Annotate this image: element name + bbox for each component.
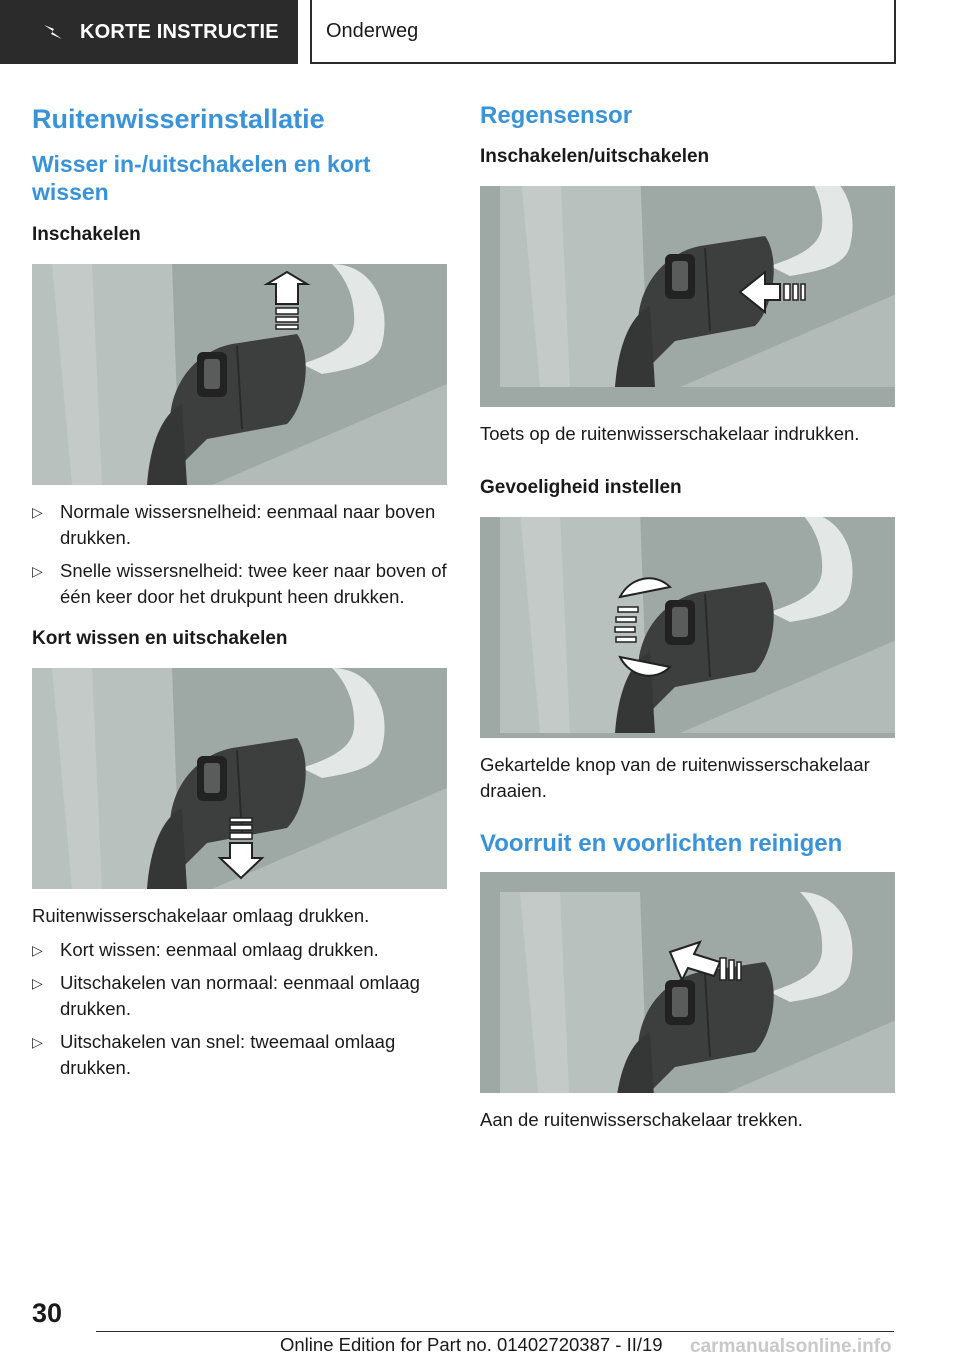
list-item: ▷ Uitschakelen van snel: tweemaal omlaag drukken.: [32, 1031, 396, 1078]
list-item: ▷ Kort wissen: eenmaal omlaag drukken.: [32, 937, 448, 963]
footer-edition: Online Edition for Part no. 01402720387 - II/19: [280, 1334, 663, 1355]
list-item: ▷ Uitschakelen van normaal: eenmaal omlaag drukken.: [32, 972, 420, 1019]
header-section-label: Onderweg: [326, 19, 419, 42]
section-title-regensensor: Regensensor: [480, 102, 633, 129]
heading-gevoeligheid: Gevoeligheid instellen: [480, 477, 682, 498]
footer-divider: [96, 1331, 894, 1332]
illustration-wiper-up: [32, 264, 447, 485]
bolt-icon: [38, 17, 68, 47]
bullets-inschakelen: [32, 499, 448, 610]
heading-inschakelen: Inschakelen: [32, 224, 141, 245]
bullet-triangle-icon: ▷: [32, 504, 43, 520]
section-title-reinigen: Voorruit en voorlichten reinigen: [480, 830, 843, 857]
bullet-triangle-icon: ▷: [32, 563, 43, 579]
illustration-rain-sensor-button: [480, 186, 895, 407]
left-column: [32, 102, 448, 1088]
bullet-triangle-icon: ▷: [32, 1034, 43, 1050]
list-item: ▷ Snelle wissersnelheid: twee keer naar boven of één keer door het drukpunt heen drukken.: [32, 560, 447, 607]
illustration-wiper-down: [32, 668, 447, 889]
bullet-triangle-icon: ▷: [32, 975, 43, 991]
header-section: [310, 0, 896, 64]
caption-gevoeligheid: Gekartelde knop van de ruitenwisserschakelaar draaien.: [480, 754, 870, 801]
caption-aan-uit: Toets op de ruitenwisserschakelaar indrukken.: [480, 423, 860, 444]
section-title: Ruitenwisserinstallatie: [32, 104, 325, 134]
list-item: ▷ Normale wissersnelheid: eenmaal naar boven drukken.: [32, 501, 436, 548]
right-column: [480, 102, 896, 1133]
subsection-title: Wisser in-/uitschakelen en kort wissen: [32, 151, 371, 205]
heading-kort-wissen: Kort wissen en uitschakelen: [32, 628, 288, 649]
caption-reinigen: Aan de ruitenwisserschakelaar trekken.: [480, 1109, 803, 1130]
caption-kort-wissen: Ruitenwisserschakelaar omlaag drukken.: [32, 905, 370, 926]
bullets-kort-wissen: [32, 937, 448, 1081]
bullet-triangle-icon: ▷: [32, 942, 43, 958]
page-number: 30: [32, 1298, 63, 1328]
illustration-rain-sensor-dial: [480, 517, 895, 738]
heading-aan-uit: Inschakelen/uitschakelen: [480, 146, 710, 167]
header-tab-label: KORTE INSTRUCTIE: [80, 20, 279, 43]
watermark: carmanualsonline.info: [690, 1336, 892, 1357]
header-tab[interactable]: [0, 0, 298, 64]
illustration-washer-pull: [480, 872, 895, 1093]
